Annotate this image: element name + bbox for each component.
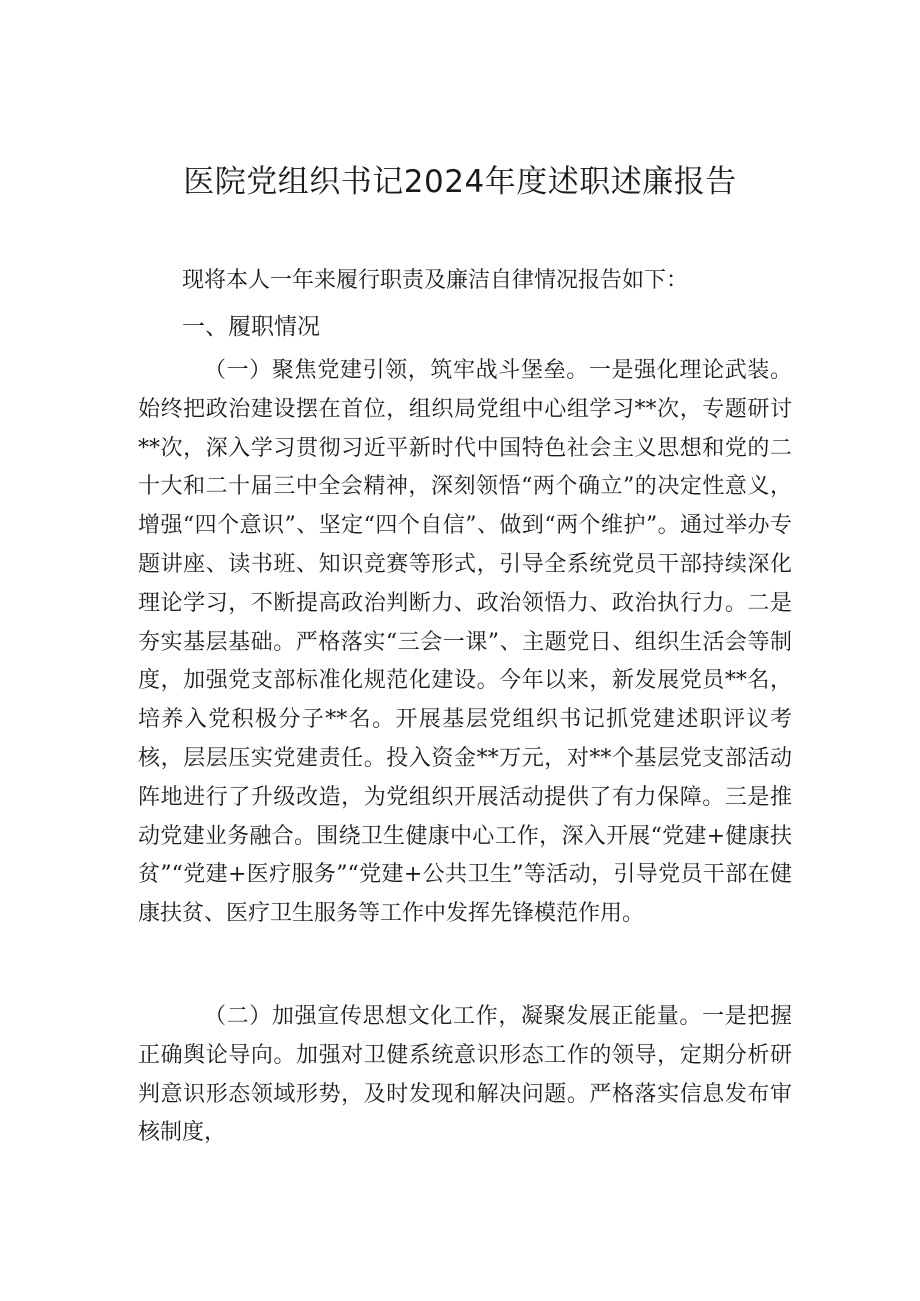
document-title: 医院党组织书记2024年度述职述廉报告 xyxy=(183,164,737,200)
paragraph-publicity-work: （二）加强宣传思想文化工作，凝聚发展正能量。一是把握正确舆论导向。加强对卫健系统意识形态工作的领导，定期分析研判意识形态领域形势，及时发现和解决问题。严格落实信息发布审核制度， xyxy=(138,1004,792,1146)
section-heading-performance: 一、履职情况 xyxy=(182,314,320,340)
paragraph-party-building: （一）聚焦党建引领，筑牢战斗堡垒。一是强化理论武装。始终把政治建设摆在首位，组织局党组中心组学习**次，专题研讨**次，深入学习贯彻习近平新时代中国特色社会主义思想和党的二十大和二十届三中全会精神，深刻领悟“两个确立”的决定性意义，增强“四个意识”、坚定“四个自信”、做到“两个维护”。通过举办专题讲座、读书班、知识竞赛等形式，引导全系统党员干部持续深化理论学习，不断提高政治判断力、政治领悟力、政治执行力。二是夯实基层基础。严格落实“三会一课”、主题党日、组织生活会等制度，加强党支部标准化规范化建设。今年以来，新发展党员**名，培养入党积极分子**名。开展基层党组织书记抓党建述职评议考核，层层压实党建责任。投入资金**万元，对**个基层党支部活动阵地进行了升级改造，为党组织开展活动提供了有力保障。三是推动党建业务融合。围绕卫生健康中心工作，深入开展“党建+健康扶贫”“党建+医疗服务”“党建+公共卫生”等活动，引导党员干部在健康扶贫、医疗卫生服务等工作中发挥先锋模范作用。 xyxy=(138,358,792,927)
intro-paragraph: 现将本人一年来履行职责及廉洁自律情况报告如下： xyxy=(182,268,689,293)
